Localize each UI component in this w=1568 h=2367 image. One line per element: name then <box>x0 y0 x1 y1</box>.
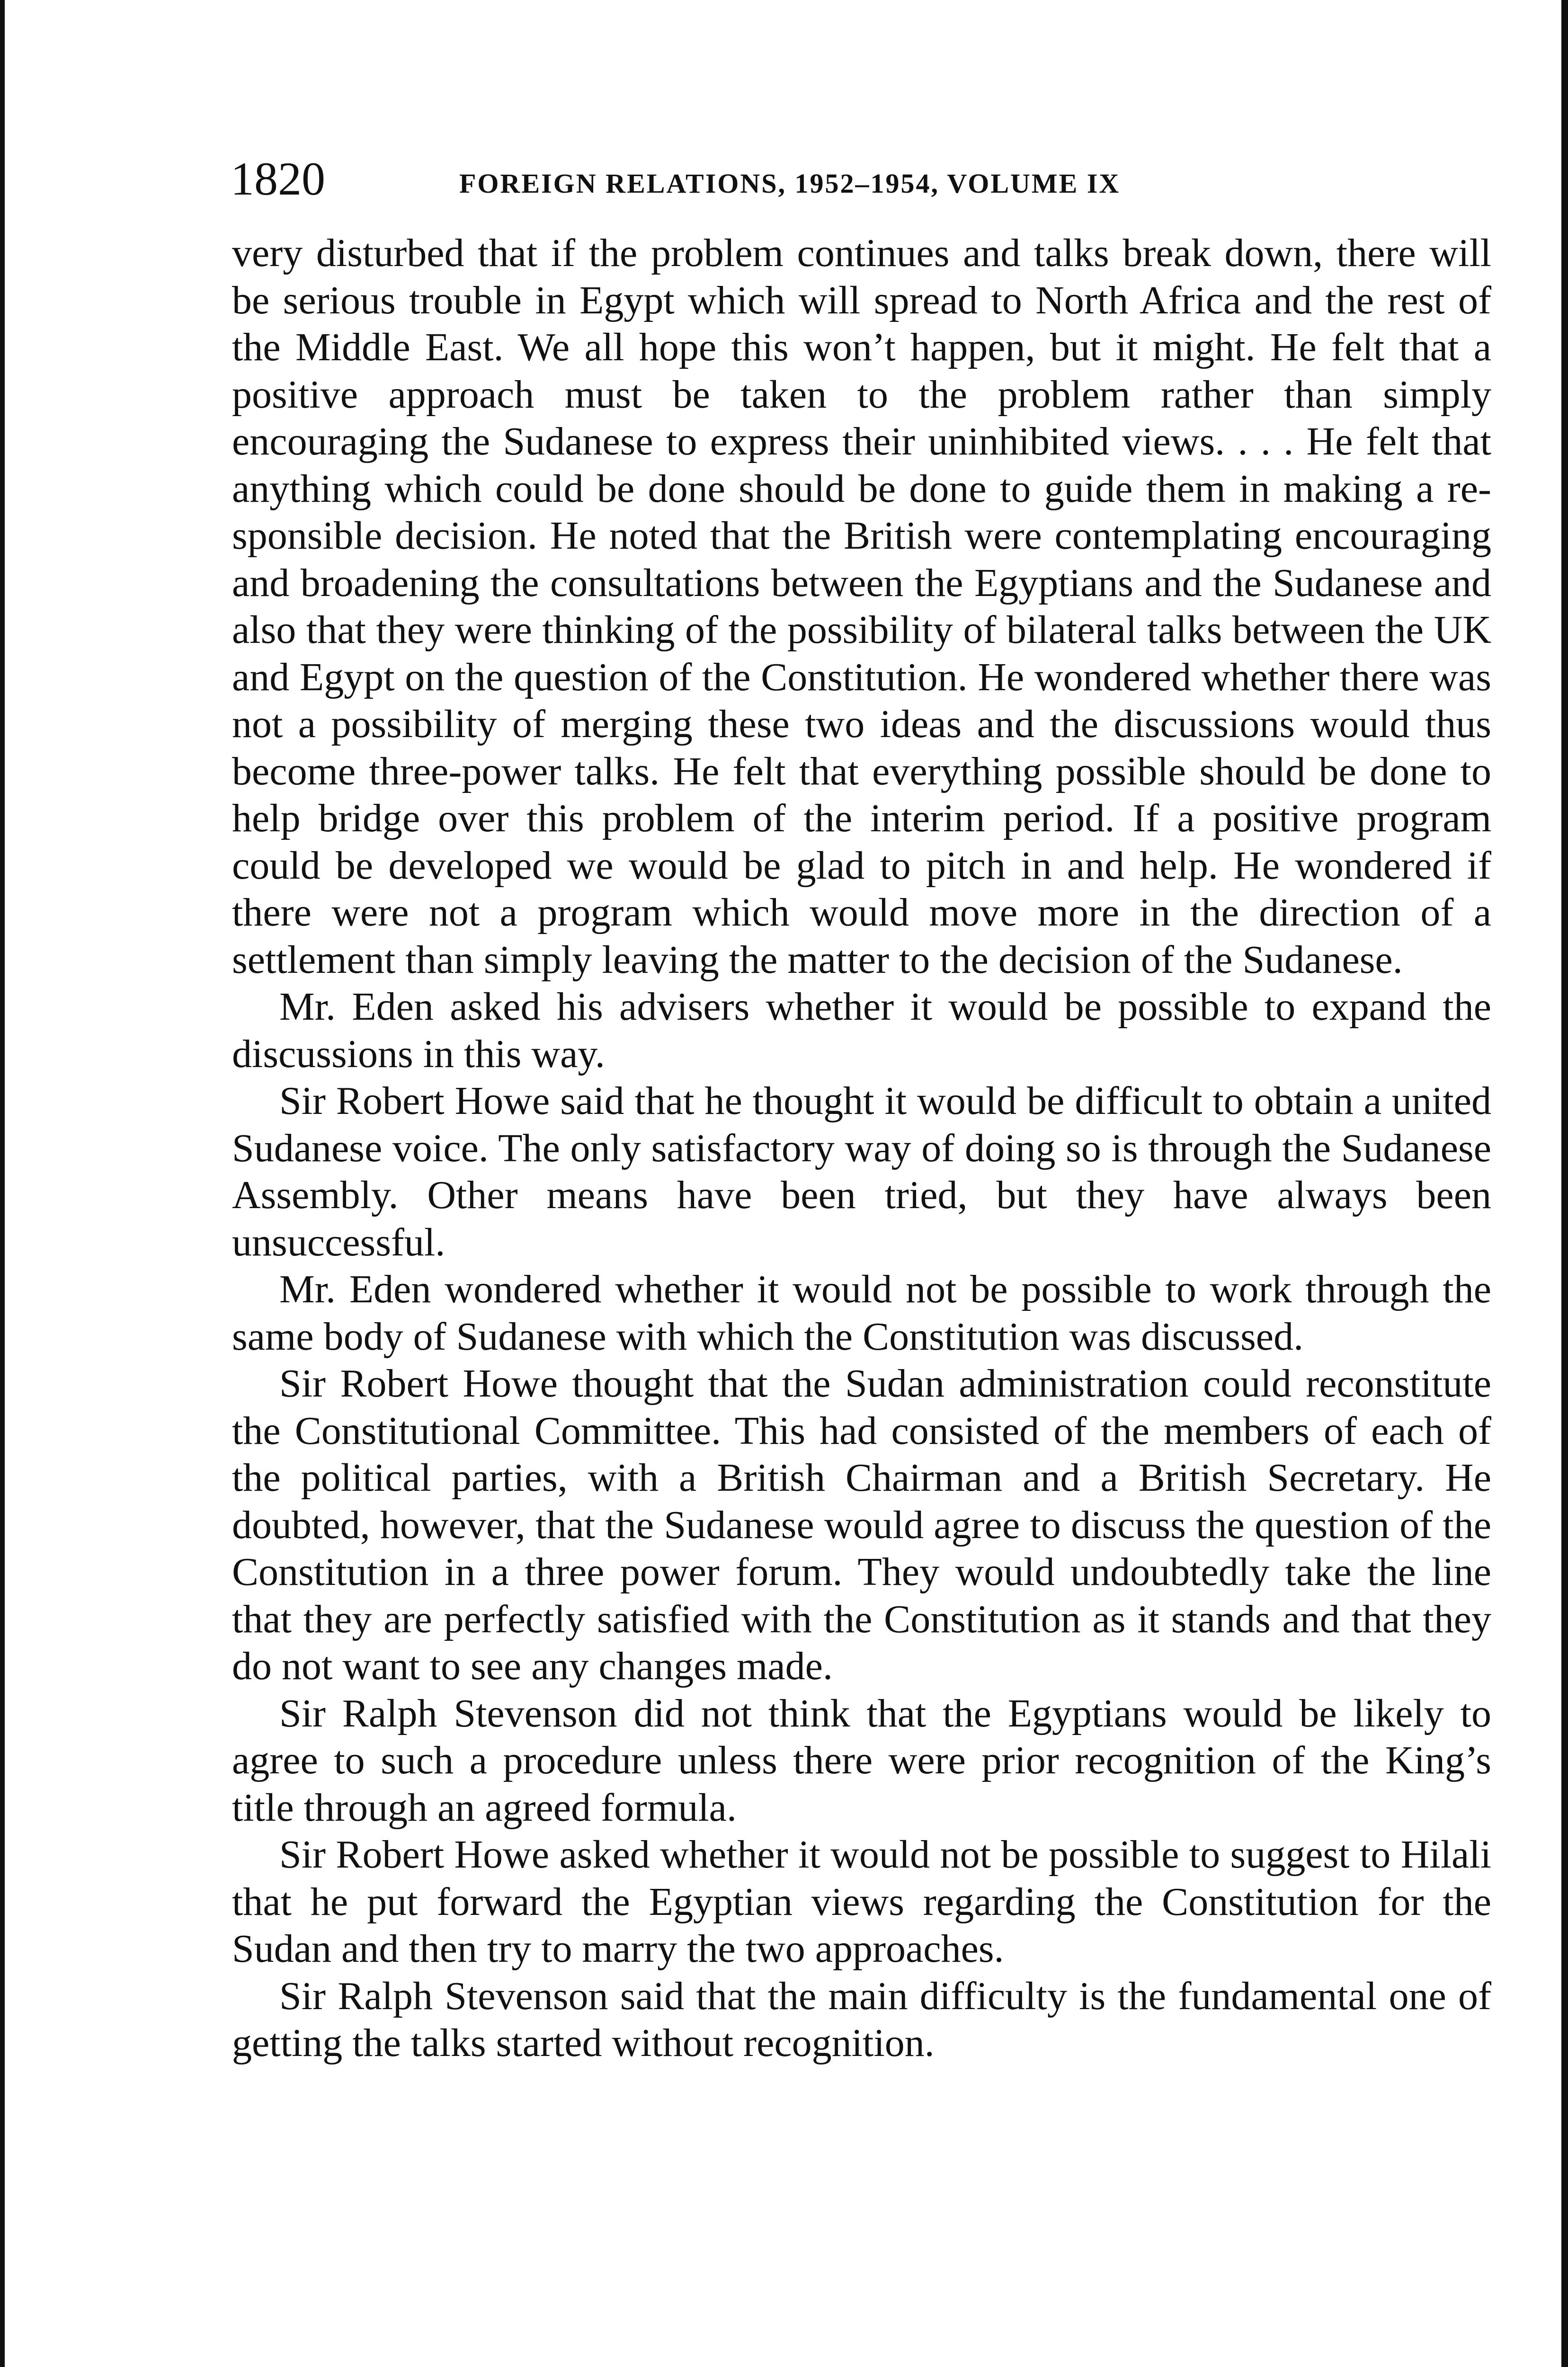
paragraph-howe-hilali: Sir Robert Howe asked whether it would not be possible to suggest to Hilali that he put forward the Egyptian views regarding the Constitution for the Sudan and then try to marry the two approaches. <box>232 1833 1491 1971</box>
running-head: FOREIGN RELATIONS, 1952–1954, VOLUME IX <box>459 168 1121 199</box>
scan-edge-right <box>1561 0 1568 2367</box>
page-number: 1820 <box>231 152 325 205</box>
scan-edge-left <box>0 0 5 2367</box>
body-text <box>232 230 1491 2067</box>
page-header <box>231 151 1367 217</box>
paragraph-continuation: very disturbed that if the problem continues and talks break down, there will be serious trouble in Egypt which will spread to North Africa and the rest of the Middle East. We all hope this won’t happen, but it might. He felt that a positive approach must be taken to the problem rather than simply encouraging the Sudanese to express their uninhibited views. . . . He felt that anything which could be done should be done to guide them in making a responsible decision. He noted that the British were contemplating encouraging and broadening the consultations between the Egyptians and the Sudanese and also that they were thinking of the possibility of bilateral talks between the UK and Egypt on the question of the Constitution. He wondered whether there was not a possibility of merging these two ideas and the discussions would thus become three-power talks. He felt that everything possible should be done to help bridge over this problem of the interim period. If a positive program could be developed we would be glad to pitch in and help. He wondered if there were not a program which would move more in the direction of a settlement than simply leaving the matter to the decision of the Sudanese. <box>232 231 1491 982</box>
paragraph-eden-same-body: Mr. Eden wondered whether it would not be possible to work through the same body of Sudanese with which the Constitution was discussed. <box>232 1267 1491 1359</box>
paragraph-stevenson-procedure: Sir Ralph Stevenson did not think that the Egyptians would be likely to agree to such a procedure unless there were prior recognition of the King’s title through an agreed formula. <box>232 1691 1491 1830</box>
paragraph-howe-united-voice: Sir Robert Howe said that he thought it would be difficult to obtain a united Sudanese voice. The only satisfactory way of doing so is through the Sudanese Assembly. Other means have been tried, but they have always been unsuccessful. <box>232 1079 1491 1264</box>
paragraph-stevenson-difficulty: Sir Ralph Stevenson said that the main difficulty is the fundamental one of getting the talks started without recognition. <box>232 1974 1491 2065</box>
paragraph-eden-advisers: Mr. Eden asked his advisers whether it would be possible to expand the discussions in this way. <box>232 985 1491 1076</box>
paragraph-howe-constitutional-committee: Sir Robert Howe thought that the Sudan administration could reconstitute the Constitutional Committee. This had consisted of the members of each of the political parties, with a British Chairman and a British Secretary. He doubted, however, that the Sudanese would agree to discuss the question of the Constitution in a three power forum. They would undoubtedly take the line that they are perfectly satisfied with the Constitution as it stands and that they do not want to see any changes made. <box>232 1361 1491 1688</box>
